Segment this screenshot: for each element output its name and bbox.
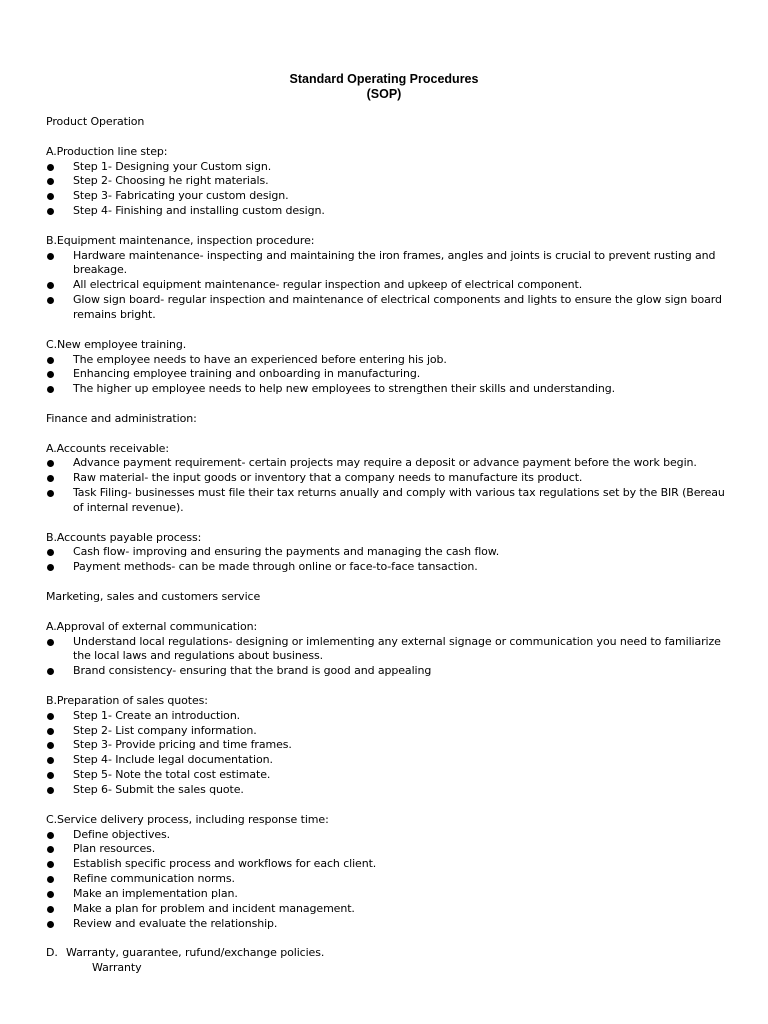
list-item: The higher up employee needs to help new employees to strengthen their skills and understanding. [46, 382, 736, 397]
bullet-icon [47, 876, 54, 883]
bullet-icon [47, 891, 54, 898]
bullet-icon [47, 728, 54, 735]
subsection-heading-approval: A.Approval of external communication: [46, 619, 258, 633]
bullet-icon [47, 475, 54, 482]
list-item: Step 1- Create an introduction. [46, 709, 736, 724]
bullet-icon [47, 549, 54, 556]
list-item: Enhancing employee training and onboarding in manufacturing. [46, 367, 736, 382]
list-item: Refine communication norms. [46, 872, 736, 887]
list-item: Define objectives. [46, 828, 736, 843]
subsection-heading-quotes: B.Preparation of sales quotes: [46, 693, 208, 707]
list-item: Establish specific process and workflows for each client. [46, 857, 736, 872]
section-letter: D. [46, 946, 58, 960]
list-item: Hardware maintenance- inspecting and maintaining the iron frames, angles and joints is crucial to prevent rusting and breakage. [46, 249, 736, 279]
document-title: Standard Operating Procedures [289, 72, 479, 86]
subsection-heading-payable: B.Accounts payable process: [46, 530, 202, 544]
section-heading-marketing: Marketing, sales and customers service [46, 590, 261, 603]
warranty-heading-text: Warranty, guarantee, rufund/exchange policies. [66, 946, 325, 960]
bullet-icon [47, 208, 54, 215]
subsection-heading-warranty [46, 946, 736, 961]
list-item: Task Filing- businesses must file their tax returns anually and comply with various tax regulations set by the BIR (Bereau of internal revenue). [46, 486, 736, 516]
subsection-heading-service: C.Service delivery process, including response time: [46, 812, 329, 826]
bullet-icon [47, 490, 54, 497]
section-heading-finance: Finance and administration: [46, 411, 197, 425]
list-item: All electrical equipment maintenance- regular inspection and upkeep of electrical component. [46, 278, 736, 293]
bullet-icon [47, 639, 54, 646]
bullet-icon [47, 460, 54, 467]
list-item: Raw material- the input goods or inventory that a company needs to manufacture its product. [46, 471, 736, 486]
list-item: The employee needs to have an experienced before entering his job. [46, 353, 736, 368]
bullet-icon [47, 742, 54, 749]
list-item: Step 6- Submit the sales quote. [46, 783, 736, 798]
bullet-icon [47, 357, 54, 364]
subsection-heading-receivable: A.Accounts receivable: [46, 441, 169, 455]
list-item: Review and evaluate the relationship. [46, 917, 736, 932]
bullet-icon [47, 297, 54, 304]
bullet-icon [47, 861, 54, 868]
bullet-icon [47, 371, 54, 378]
list-item: Step 4- Finishing and installing custom design. [46, 204, 736, 219]
list-item: Step 1- Designing your Custom sign. [46, 160, 736, 175]
bullet-icon [47, 193, 54, 200]
document-body [46, 115, 736, 976]
list-item: Step 3- Fabricating your custom design. [46, 189, 736, 204]
list-item: Plan resources. [46, 842, 736, 857]
bullet-icon [47, 772, 54, 779]
bullet-icon [47, 846, 54, 853]
bullet-icon [47, 178, 54, 185]
subsection-heading-training: C.New employee training. [46, 337, 187, 351]
bullet-icon [47, 282, 54, 289]
bullet-icon [47, 787, 54, 794]
list-item: Cash flow- improving and ensuring the payments and managing the cash flow. [46, 545, 736, 560]
bullet-icon [47, 386, 54, 393]
subsection-heading-production: A.Production line step: [46, 144, 168, 158]
list-item: Brand consistency- ensuring that the brand is good and appealing [46, 664, 736, 679]
list-item: Glow sign board- regular inspection and maintenance of electrical components and lights to ensure the glow sign board remains bright. [46, 293, 736, 323]
bullet-icon [47, 668, 54, 675]
list-item: Step 2- List company information. [46, 724, 736, 739]
bullet-icon [47, 906, 54, 913]
bullet-icon [47, 164, 54, 171]
list-item: Understand local regulations- designing or imlementing any external signage or communication you need to familiarize the local laws and regulations about business. [46, 635, 736, 665]
warranty-subheading: Warranty [92, 961, 142, 975]
list-item: Payment methods- can be made through online or face-to-face tansaction. [46, 560, 736, 575]
bullet-icon [47, 253, 54, 260]
subsection-heading-equipment: B.Equipment maintenance, inspection procedure: [46, 233, 315, 247]
list-item: Step 2- Choosing he right materials. [46, 174, 736, 189]
list-item: Step 3- Provide pricing and time frames. [46, 738, 736, 753]
list-item: Step 5- Note the total cost estimate. [46, 768, 736, 783]
bullet-icon [47, 713, 54, 720]
list-item: Make an implementation plan. [46, 887, 736, 902]
section-heading-product-operation: Product Operation [46, 115, 145, 128]
list-item: Step 4- Include legal documentation. [46, 753, 736, 768]
bullet-icon [47, 564, 54, 571]
bullet-icon [47, 921, 54, 928]
bullet-icon [47, 757, 54, 764]
document-subtitle: (SOP) [366, 87, 402, 101]
list-item: Make a plan for problem and incident management. [46, 902, 736, 917]
list-item: Advance payment requirement- certain projects may require a deposit or advance payment before the work begin. [46, 456, 736, 471]
bullet-icon [47, 832, 54, 839]
